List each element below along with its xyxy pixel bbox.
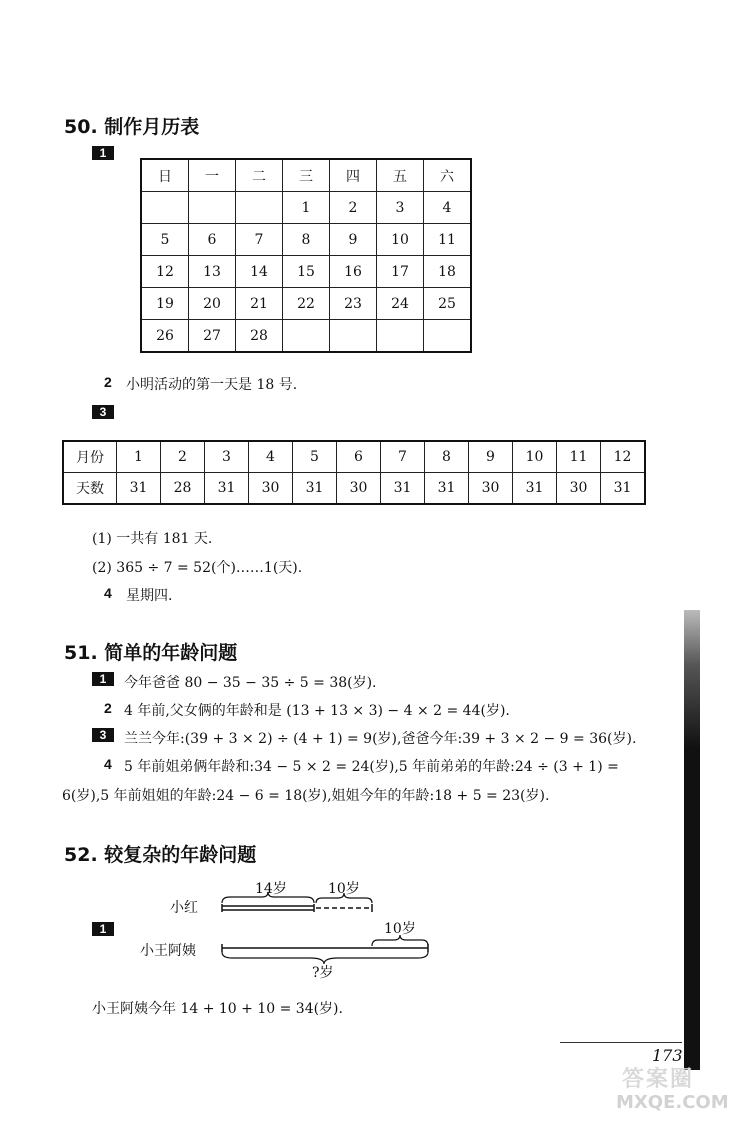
date-cell: 15 bbox=[283, 256, 330, 288]
date-cell: 28 bbox=[236, 320, 283, 353]
month-cell: 8 bbox=[425, 441, 469, 473]
calendar-row bbox=[141, 192, 471, 224]
segment-14-label: 14岁 bbox=[255, 881, 287, 897]
month-cell: 5 bbox=[293, 441, 337, 473]
month-cell: 9 bbox=[469, 441, 513, 473]
date-cell: 22 bbox=[283, 288, 330, 320]
question-2-answer: 小明活动的第一天是 18 号. bbox=[126, 377, 298, 393]
days-row bbox=[63, 473, 645, 505]
answer-3-part-1: (1) 一共有 181 天. bbox=[92, 531, 213, 547]
date-cell: 13 bbox=[189, 256, 236, 288]
days-cell: 30 bbox=[337, 473, 381, 505]
days-cell: 31 bbox=[513, 473, 557, 505]
month-cell: 6 bbox=[337, 441, 381, 473]
question-4-answer-line-1: 5 年前姐弟俩年龄和:34 − 5 × 2 = 24(岁),5 年前弟弟的年龄:24 ÷ (3 + 1) = bbox=[124, 759, 619, 775]
date-cell: 25 bbox=[424, 288, 472, 320]
date-cell: 8 bbox=[283, 224, 330, 256]
days-cell: 31 bbox=[117, 473, 161, 505]
date-cell: 17 bbox=[377, 256, 424, 288]
days-cell: 30 bbox=[469, 473, 513, 505]
date-cell bbox=[189, 192, 236, 224]
weekday-cell: 日 bbox=[141, 159, 189, 192]
calendar-table bbox=[140, 158, 472, 353]
date-cell: 1 bbox=[283, 192, 330, 224]
question-4-answer: 星期四. bbox=[126, 588, 173, 604]
question-3-badge: 3 bbox=[92, 405, 114, 419]
months-row bbox=[63, 441, 645, 473]
question-4-number: 4 bbox=[104, 756, 112, 772]
days-cell: 31 bbox=[601, 473, 646, 505]
date-cell: 5 bbox=[141, 224, 189, 256]
date-cell: 4 bbox=[424, 192, 472, 224]
month-cell: 3 bbox=[205, 441, 249, 473]
days-cell: 31 bbox=[205, 473, 249, 505]
question-2-number: 2 bbox=[104, 374, 112, 390]
segment-10-auntie-label: 10岁 bbox=[384, 921, 416, 937]
question-2-number: 2 bbox=[104, 700, 112, 716]
date-cell: 27 bbox=[189, 320, 236, 353]
answer-3-part-2: (2) 365 ÷ 7 = 52(个)……1(天). bbox=[92, 560, 303, 576]
question-1-answer: 小王阿姨今年 14 + 10 + 10 = 34(岁). bbox=[92, 1001, 343, 1017]
date-cell bbox=[283, 320, 330, 353]
weekday-cell: 五 bbox=[377, 159, 424, 192]
calendar-row bbox=[141, 256, 471, 288]
auntie-wang-label: 小王阿姨 bbox=[140, 943, 196, 959]
date-cell: 6 bbox=[189, 224, 236, 256]
question-1-answer: 今年爸爸 80 − 35 − 35 ÷ 5 = 38(岁). bbox=[124, 675, 377, 691]
question-4-number: 4 bbox=[104, 585, 112, 601]
page-edge-bar bbox=[684, 610, 700, 1070]
days-cell: 30 bbox=[557, 473, 601, 505]
date-cell: 16 bbox=[330, 256, 377, 288]
auntie-wang-bar bbox=[222, 944, 428, 952]
date-cell: 23 bbox=[330, 288, 377, 320]
date-cell: 7 bbox=[236, 224, 283, 256]
date-cell: 3 bbox=[377, 192, 424, 224]
date-cell: 19 bbox=[141, 288, 189, 320]
total-age-label: ?岁 bbox=[312, 965, 334, 981]
weekday-cell: 六 bbox=[424, 159, 472, 192]
question-4-answer-line-2: 6(岁),5 年前姐姐的年龄:24 − 6 = 18(岁),姐姐今年的年龄:18 + 5 = 23(岁). bbox=[62, 788, 550, 804]
calendar-row bbox=[141, 224, 471, 256]
days-row-label: 天数 bbox=[63, 473, 117, 505]
question-3-answer: 兰兰今年:(39 + 3 × 2) ÷ (4 + 1) = 9(岁),爸爸今年:39 + 3 × 2 − 9 = 36(岁). bbox=[124, 731, 637, 747]
section-52-title: 52. 较复杂的年龄问题 bbox=[64, 844, 257, 866]
days-cell: 31 bbox=[381, 473, 425, 505]
weekday-cell: 四 bbox=[330, 159, 377, 192]
segment-10-label: 10岁 bbox=[328, 881, 360, 897]
date-cell: 14 bbox=[236, 256, 283, 288]
question-2-answer: 4 年前,父女俩的年龄和是 (13 + 13 × 3) − 4 × 2 = 44(岁). bbox=[124, 703, 510, 719]
date-cell: 26 bbox=[141, 320, 189, 353]
month-cell: 2 bbox=[161, 441, 205, 473]
date-cell: 12 bbox=[141, 256, 189, 288]
month-cell: 10 bbox=[513, 441, 557, 473]
date-cell: 20 bbox=[189, 288, 236, 320]
month-row-label: 月份 bbox=[63, 441, 117, 473]
date-cell: 18 bbox=[424, 256, 472, 288]
month-days-table bbox=[62, 440, 646, 505]
xiaohong-label: 小红 bbox=[170, 900, 198, 916]
date-cell: 11 bbox=[424, 224, 472, 256]
date-cell bbox=[377, 320, 424, 353]
date-cell bbox=[424, 320, 472, 353]
date-cell: 9 bbox=[330, 224, 377, 256]
question-1-badge: 1 bbox=[92, 146, 114, 160]
question-1-badge: 1 bbox=[92, 672, 114, 686]
month-cell: 1 bbox=[117, 441, 161, 473]
date-cell: 24 bbox=[377, 288, 424, 320]
month-cell: 7 bbox=[381, 441, 425, 473]
date-cell bbox=[236, 192, 283, 224]
days-cell: 28 bbox=[161, 473, 205, 505]
weekday-cell: 三 bbox=[283, 159, 330, 192]
xiaohong-bar bbox=[222, 904, 372, 912]
section-51-title: 51. 简单的年龄问题 bbox=[64, 642, 238, 664]
date-cell: 2 bbox=[330, 192, 377, 224]
weekday-cell: 一 bbox=[189, 159, 236, 192]
footer-rule bbox=[560, 1042, 682, 1043]
days-cell: 31 bbox=[293, 473, 337, 505]
month-cell: 12 bbox=[601, 441, 646, 473]
month-cell: 11 bbox=[557, 441, 601, 473]
date-cell bbox=[330, 320, 377, 353]
section-50-title: 50. 制作月历表 bbox=[64, 116, 200, 138]
calendar-row bbox=[141, 320, 471, 353]
weekday-cell: 二 bbox=[236, 159, 283, 192]
date-cell: 21 bbox=[236, 288, 283, 320]
date-cell bbox=[141, 192, 189, 224]
page-number: 173 bbox=[652, 1046, 683, 1065]
question-3-badge: 3 bbox=[92, 728, 114, 742]
days-cell: 31 bbox=[425, 473, 469, 505]
date-cell: 10 bbox=[377, 224, 424, 256]
calendar-row bbox=[141, 288, 471, 320]
watermark-url: MXQE.COM bbox=[616, 1092, 729, 1113]
question-1-badge: 1 bbox=[92, 922, 114, 936]
watermark-logo: 答案圈 bbox=[622, 1067, 695, 1092]
calendar-header-row bbox=[141, 159, 471, 192]
month-cell: 4 bbox=[249, 441, 293, 473]
days-cell: 30 bbox=[249, 473, 293, 505]
